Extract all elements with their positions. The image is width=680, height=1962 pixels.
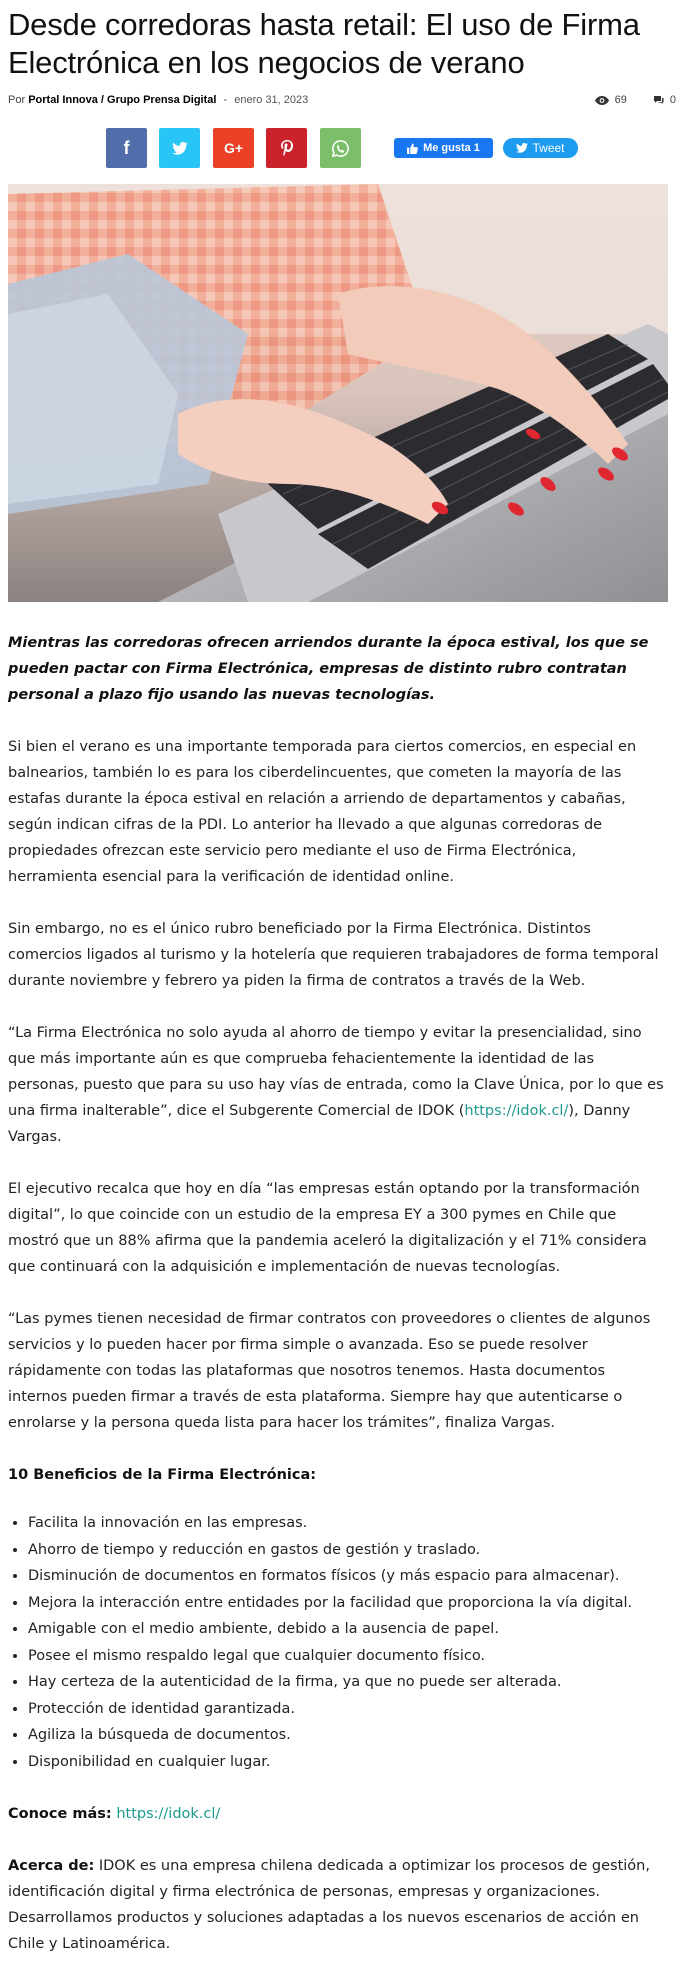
about-label: Acerca de: <box>8 1858 95 1874</box>
author-link[interactable]: Portal Innova / Grupo Prensa Digital <box>28 94 217 106</box>
comments-value: 0 <box>669 94 676 106</box>
list-item: • Disponibilidad en cualquier lugar. <box>28 1749 676 1776</box>
paragraph-3 <box>8 1020 668 1150</box>
whatsapp-icon <box>332 140 349 157</box>
tweet-label: Tweet <box>532 141 565 155</box>
list-item: • Posee el mismo respaldo legal que cualquier documento físico. <box>28 1643 676 1670</box>
google-plus-share-button[interactable] <box>213 128 254 168</box>
pinterest-icon <box>281 140 293 156</box>
idok-link-inline[interactable]: https://idok.cl/ <box>464 1103 569 1119</box>
paragraph-5: “Las pymes tienen necesidad de firmar contratos con proveedores o clientes de algunos servicios y lo pueden hacer por firma simple o avanzada. Eso se puede resolver rápidamente con todas las plataformas que nosotros tenemos. Hasta documentos internos pueden firmar a través de esta plataforma. Siempre hay que autenticarse o enrolarse y la persona queda lista para hacer los trámites”, finaliza Vargas. <box>8 1311 651 1431</box>
list-item: • Mejora la interacción entre entidades por la facilidad que proporciona la vía digital. <box>28 1590 676 1617</box>
list-item: • Ahorro de tiempo y reducción en gastos de gestión y traslado. <box>28 1537 676 1564</box>
paragraph-1: Si bien el verano es una importante temporada para ciertos comercios, en especial en balnearios, también lo es para los ciberdelincuentes, que cometen la mayoría de las estafas durante la época estival en relación a arriendo de departamentos y cabañas, según indican cifras de la PDI. Lo anterior ha llevado a que algunas corredoras de propiedades ofrezcan este servicio pero mediante el uso de Firma Electrónica, herramienta esencial para la verificación de identidad online. <box>8 739 637 885</box>
whatsapp-share-button[interactable] <box>320 128 361 168</box>
paragraph-3-text-end: ), Danny Vargas. <box>8 1103 631 1145</box>
eye-icon <box>595 96 609 105</box>
list-item: • Amigable con el medio ambiente, debido a la ausencia de papel. <box>28 1616 676 1643</box>
list-item: • Facilita la innovación en las empresas. <box>28 1510 676 1537</box>
google-plus-icon: G+ <box>223 140 244 156</box>
idok-link[interactable]: https://idok.cl/ <box>116 1806 221 1822</box>
meta-separator: - <box>223 94 228 106</box>
list-item: • Protección de identidad garantizada. <box>28 1696 676 1723</box>
publish-date: enero 31, 2023 <box>234 94 309 106</box>
more-label: Conoce más: <box>8 1806 112 1822</box>
paragraph-3-text-start: “La Firma Electrónica no solo ayuda al ahorro de tiempo y evitar la presencialidad, sino que más importante aún es que comprueba fehacientemente la identidad de las personas, puesto que para su uso hay vías de entrada, como la Clave Única, por lo que es una firma inalterable”, dice el Subgerente Comercial de IDOK ( <box>8 1025 664 1119</box>
facebook-share-button[interactable] <box>106 128 147 168</box>
comments-count[interactable] <box>653 94 676 106</box>
views-count <box>595 94 627 106</box>
twitter-icon <box>172 142 188 155</box>
article-meta <box>8 94 676 114</box>
benefits-list <box>8 1510 676 1775</box>
list-item: • Hay certeza de la autenticidad de la firma, ya que no puede ser alterada. <box>28 1669 676 1696</box>
share-bar <box>8 128 676 172</box>
bird-icon <box>516 143 528 153</box>
thumbs-up-icon <box>407 143 418 154</box>
laptop-typing-photo <box>8 184 668 602</box>
comment-icon <box>653 95 664 105</box>
article-stats <box>575 94 676 106</box>
byline-prefix: Por <box>8 94 26 106</box>
benefits-heading: 10 Beneficios de la Firma Electrónica: <box>8 1467 317 1483</box>
list-item: • Disminución de documentos en formatos físicos (y más espacio para almacenar). <box>28 1563 676 1590</box>
twitter-share-button[interactable] <box>159 128 200 168</box>
about-text: IDOK es una empresa chilena dedicada a optimizar los procesos de gestión, identificación digital y firma electrónica de personas, empresas y organizaciones. Desarrollamos productos y soluciones adaptadas a los nuevos escenarios de acción en Chile y Latinoamérica. <box>8 1858 650 1952</box>
like-label: Me gusta 1 <box>423 142 480 154</box>
facebook-icon: f <box>123 137 130 158</box>
pinterest-share-button[interactable] <box>266 128 307 168</box>
list-item: • Agiliza la búsqueda de documentos. <box>28 1722 676 1749</box>
paragraph-2: Sin embargo, no es el único rubro beneficiado por la Firma Electrónica. Distintos comercios ligados al turismo y la hotelería que requieren trabajadores de forma temporal durante noviembre y febrero ya piden la firma de contratos a través de la Web. <box>8 921 659 989</box>
about-section <box>8 1853 668 1957</box>
views-value: 69 <box>614 94 627 106</box>
facebook-like-button[interactable] <box>394 138 493 158</box>
article-lead: Mientras las corredoras ofrecen arriendos durante la época estival, los que se pueden pactar con Firma Electrónica, empresas de distinto rubro contratan personal a plazo fijo usando las nuevas tecnologías. <box>8 635 649 703</box>
tweet-button[interactable] <box>503 138 578 158</box>
featured-image <box>8 184 668 602</box>
more-info <box>8 1801 668 1827</box>
article-title: Desde corredoras hasta retail: El uso de Firma Electrónica en los negocios de verano <box>8 7 640 80</box>
paragraph-4: El ejecutivo recalca que hoy en día “las empresas están optando por la transformación digital”, lo que coincide con un estudio de la empresa EY a 300 pymes en Chile que mostró que un 88% afirma que la pandemia aceleró la digitalización y el 71% considera que continuará con la adquisición e implementación de nuevas tecnologías. <box>8 1181 647 1275</box>
